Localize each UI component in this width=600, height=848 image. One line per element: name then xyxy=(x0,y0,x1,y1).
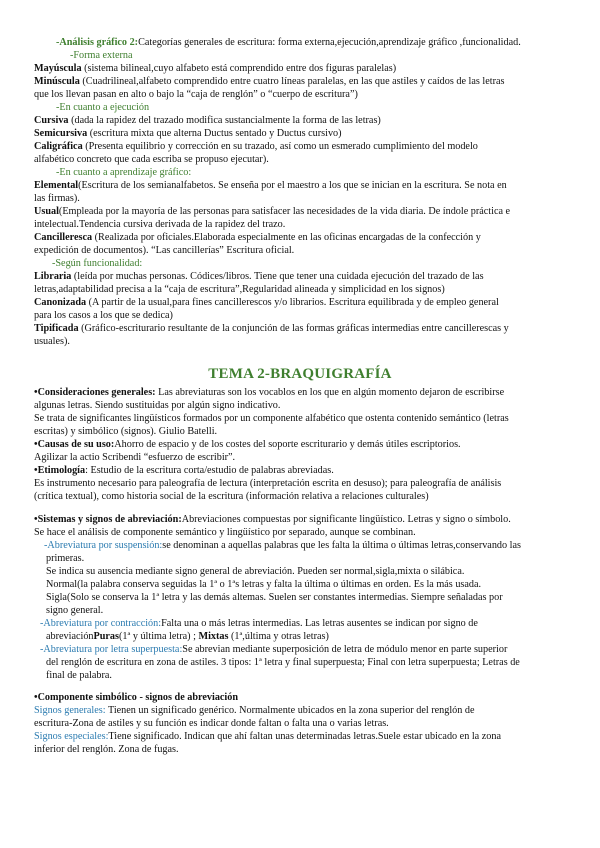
agilizar-line: Agilizar la actio Scribendi “esfuerzo de escribir”. xyxy=(34,452,236,463)
analisis-grafico-2-line xyxy=(56,37,521,49)
signos-generales-text: Tienen un significado genérico. Normalmente ubicados en la zona superior del renglón de xyxy=(105,705,475,716)
semicursiva-line xyxy=(34,128,342,140)
ejecucion-heading: -En cuanto a ejecución xyxy=(56,102,150,113)
contraccion-text: Falta una o más letras intermedias. Las letras ausentes se indican por signo de xyxy=(161,618,478,629)
mayuscula-label: Mayúscula xyxy=(34,63,82,74)
contraccion-puras: Puras xyxy=(93,631,119,642)
contraccion-puras-text: (1ª y última letra) ; xyxy=(118,631,199,642)
analisis-grafico-2-text: Categorías generales de escritura: forma externa,ejecución,aprendizaje gráfico ,funcionalidad. xyxy=(138,37,521,48)
caligrafica-text: (Presenta equilibrio y corrección en su trazado, así como un esmerado cumplimiento del modelo xyxy=(82,141,478,152)
canonizada-text: (A partir de la usual,para fines cancillerescos y/o librarios. Escritura equilibrada y de empleo general xyxy=(86,297,499,308)
suspension-line-6: signo general. xyxy=(46,605,104,616)
usual-text: (Empleada por la mayoría de las personas para satisfacer las necesidades de la vida diaria. De índole práctica e xyxy=(58,206,511,217)
causas-text: Ahorro de espacio y de los costes del soporte escriturario y demás útiles escriptorios. xyxy=(114,439,461,450)
contraccion-mixtas-text: (1ª,última y otras letras) xyxy=(228,631,329,642)
instrumento-line: Es instrumento necesario para paleografía de lectura (interpretación escrita en desuso); para paleografía de análisis xyxy=(34,478,502,489)
minuscula-line xyxy=(34,76,504,88)
signos-especiales-text: Tiene significado. Indican que ahí faltan unas determinadas letras.Suele estar ubicado en la zona xyxy=(108,731,501,742)
contraccion-mixtas: Mixtas xyxy=(198,631,229,642)
canonizada-label: Canonizada xyxy=(34,297,87,308)
componente-simbolico-heading xyxy=(34,692,238,704)
canonizada-line xyxy=(34,297,499,309)
aprendizaje-heading: -En cuanto a aprendizaje gráfico: xyxy=(56,167,192,178)
contraccion-abreviacion: abreviación xyxy=(46,631,94,642)
cancilleresca-label: Cancilleresca xyxy=(34,232,93,243)
forma-externa-heading: -Forma externa xyxy=(70,50,133,61)
caligrafica-line xyxy=(34,141,478,153)
signos-especiales-line-2: inferior del renglón. Zona de fugas. xyxy=(34,744,179,755)
superpuesta-line-3: final de palabra. xyxy=(46,670,112,681)
contraccion-label: -Abreviatura por contracción: xyxy=(40,618,162,629)
instrumento-line-2: (crítica textual), como historia social de la escritura (información relativa a relaciones culturales) xyxy=(34,491,429,502)
consideraciones-line-2: algunas letras. Siendo sustituidas por algún signo indicativo. xyxy=(34,400,281,411)
libraria-line xyxy=(34,271,484,283)
suspension-label: -Abreviatura por suspensión: xyxy=(44,540,163,551)
caligrafica-label: Caligráfica xyxy=(34,141,83,152)
funcionalidad-heading: -Según funcionalidad: xyxy=(52,258,143,269)
sistemas-text: Abreviaciones compuestas por significante lingüístico. Letras y signo o símbolo. xyxy=(181,514,511,525)
signos-especiales-line xyxy=(34,731,501,743)
causas-line xyxy=(34,439,461,451)
cursiva-line xyxy=(34,115,381,127)
semicursiva-label: Semicursiva xyxy=(34,128,88,139)
cancilleresca-line-2: expedición de documentos). “Las cancillerías” Escritura oficial. xyxy=(34,245,295,256)
superpuesta-line-2: del renglón de escritura en zona de astiles. 3 tipos: 1ª letra y final superpuesta; Final con letra superpuesta; Letras de xyxy=(46,657,520,668)
elemental-line-2: las firmas). xyxy=(34,193,80,204)
causas-label: •Causas de su uso: xyxy=(34,439,115,450)
elemental-line xyxy=(34,180,507,192)
usual-label: Usual xyxy=(34,206,59,217)
suspension-line-4: Normal(la palabra conserva seguidas la 1ª o 1ªs letras y falta la última o últimas en orden. Es la más usada. xyxy=(46,579,482,590)
elemental-text: (Escritura de los semianalfabetos. Se enseña por el maestro a los que se inician en la escritura. Se nota en xyxy=(78,180,507,191)
componente-simbolico-label: •Componente simbólico - signos de abreviación xyxy=(34,692,239,703)
sistemas-line-2: Se hace el análisis de componente semántico y lingüístico por separado, aunque se combinan. xyxy=(34,527,416,538)
consideraciones-label: •Consideraciones generales: xyxy=(34,387,156,398)
trata-line: Se trata de significantes lingüísticos formados por un componente alfabético que ostenta contenido semántico (letras xyxy=(34,413,509,424)
signos-especiales-label: Signos especiales: xyxy=(34,731,109,742)
signos-generales-line xyxy=(34,705,475,717)
analisis-grafico-2-label: -Análisis gráfico 2: xyxy=(56,37,139,48)
semicursiva-text: (escritura mixta que alterna Ductus sentado y Ductus cursivo) xyxy=(87,128,342,139)
contraccion-line xyxy=(40,618,478,630)
suspension-line xyxy=(44,540,521,552)
sistemas-label: •Sistemas y signos de abreviación: xyxy=(34,514,182,525)
usual-line-2: intelectual.Tendencia cursiva derivada de la rapidez del trazo. xyxy=(34,219,286,230)
signos-generales-line-2: escritura-Zona de astiles y su función es indicar donde faltan o falta una o varias letras. xyxy=(34,718,389,729)
suspension-line-5: Sigla(Solo se conserva la 1ª letra y las demás altemas. Suelen ser constantes intermedias. Siempre señaladas por xyxy=(46,592,503,603)
canonizada-line-2: para los casos a los que se dedica) xyxy=(34,310,173,321)
libraria-label: Libraria xyxy=(34,271,72,282)
consideraciones-text: Las abreviaturas son los vocablos en los que en algún momento dejaron de escribirse xyxy=(155,387,505,398)
suspension-line-3: Se indica su ausencia mediante signo general de abreviación. Pueden ser normal,sigla,mixta o silábica. xyxy=(46,566,465,577)
cancilleresca-text: (Realizada por oficiales.Elaborada especialmente en las oficinas encargadas de la confección y xyxy=(92,232,481,243)
trata-line-2: escritas) y simbólico (signos). Giulio Batelli. xyxy=(34,426,218,437)
signos-generales-label: Signos generales: xyxy=(34,705,106,716)
mayuscula-line xyxy=(34,63,396,75)
minuscula-line-2: que los llevan pasan en alto o bajo la “caja de renglón” o “cuerpo de escritura”) xyxy=(34,89,358,100)
minuscula-label: Minúscula xyxy=(34,76,80,87)
tipificada-line-2: usuales). xyxy=(34,336,70,347)
etimologia-line xyxy=(34,465,334,477)
superpuesta-line xyxy=(40,644,507,656)
tipificada-line xyxy=(34,323,509,335)
mayuscula-text: (sistema bilineal,cuyo alfabeto está comprendido entre dos figuras paralelas) xyxy=(81,63,397,74)
tema-2-title: TEMA 2-BRAQUIGRAFÍA xyxy=(208,366,392,382)
sistemas-line xyxy=(34,514,511,526)
libraria-text: (leída por muchas personas. Códices/libros. Tiene que tener una cuidada ejecución del trazado de las xyxy=(71,271,484,282)
caligrafica-line-2: alfabético concreto que cada escriba se propuso ejecutar). xyxy=(34,154,269,165)
superpuesta-text: Se abrevian mediante superposición de letra de módulo menor en parte superior xyxy=(182,644,508,655)
cursiva-label: Cursiva xyxy=(34,115,69,126)
minuscula-text: (Cuadrilineal,alfabeto comprendido entre cuatro líneas paralelas, en las que astiles y caídos de las letras xyxy=(79,76,505,87)
cancilleresca-line xyxy=(34,232,481,244)
tipificada-label: Tipificada xyxy=(34,323,79,334)
tipificada-text: (Gráfico-escriturario resultante de la conjunción de las formas gráficas intermedias entre cancillerescas y xyxy=(78,323,509,334)
contraccion-line-2 xyxy=(46,631,329,643)
etimologia-text: : Estudio de la escritura corta/estudio de palabras abreviadas. xyxy=(85,465,334,476)
elemental-label: Elemental xyxy=(34,180,79,191)
superpuesta-label: -Abreviatura por letra superpuesta: xyxy=(40,644,183,655)
suspension-line-2: primeras. xyxy=(46,553,85,564)
suspension-text: se denominan a aquellas palabras que les falta la última o últimas letras,conservando las xyxy=(162,540,521,551)
libraria-line-2: letras,adaptabilidad precisa a la “caja de escritura”,Regularidad alineada y simplicidad en los signos) xyxy=(34,284,445,295)
cursiva-text: (dada la rapidez del trazado modifica sustancialmente la forma de las letras) xyxy=(68,115,381,126)
usual-line xyxy=(34,206,510,218)
etimologia-label: •Etimología xyxy=(34,465,86,476)
consideraciones-line xyxy=(34,387,504,399)
